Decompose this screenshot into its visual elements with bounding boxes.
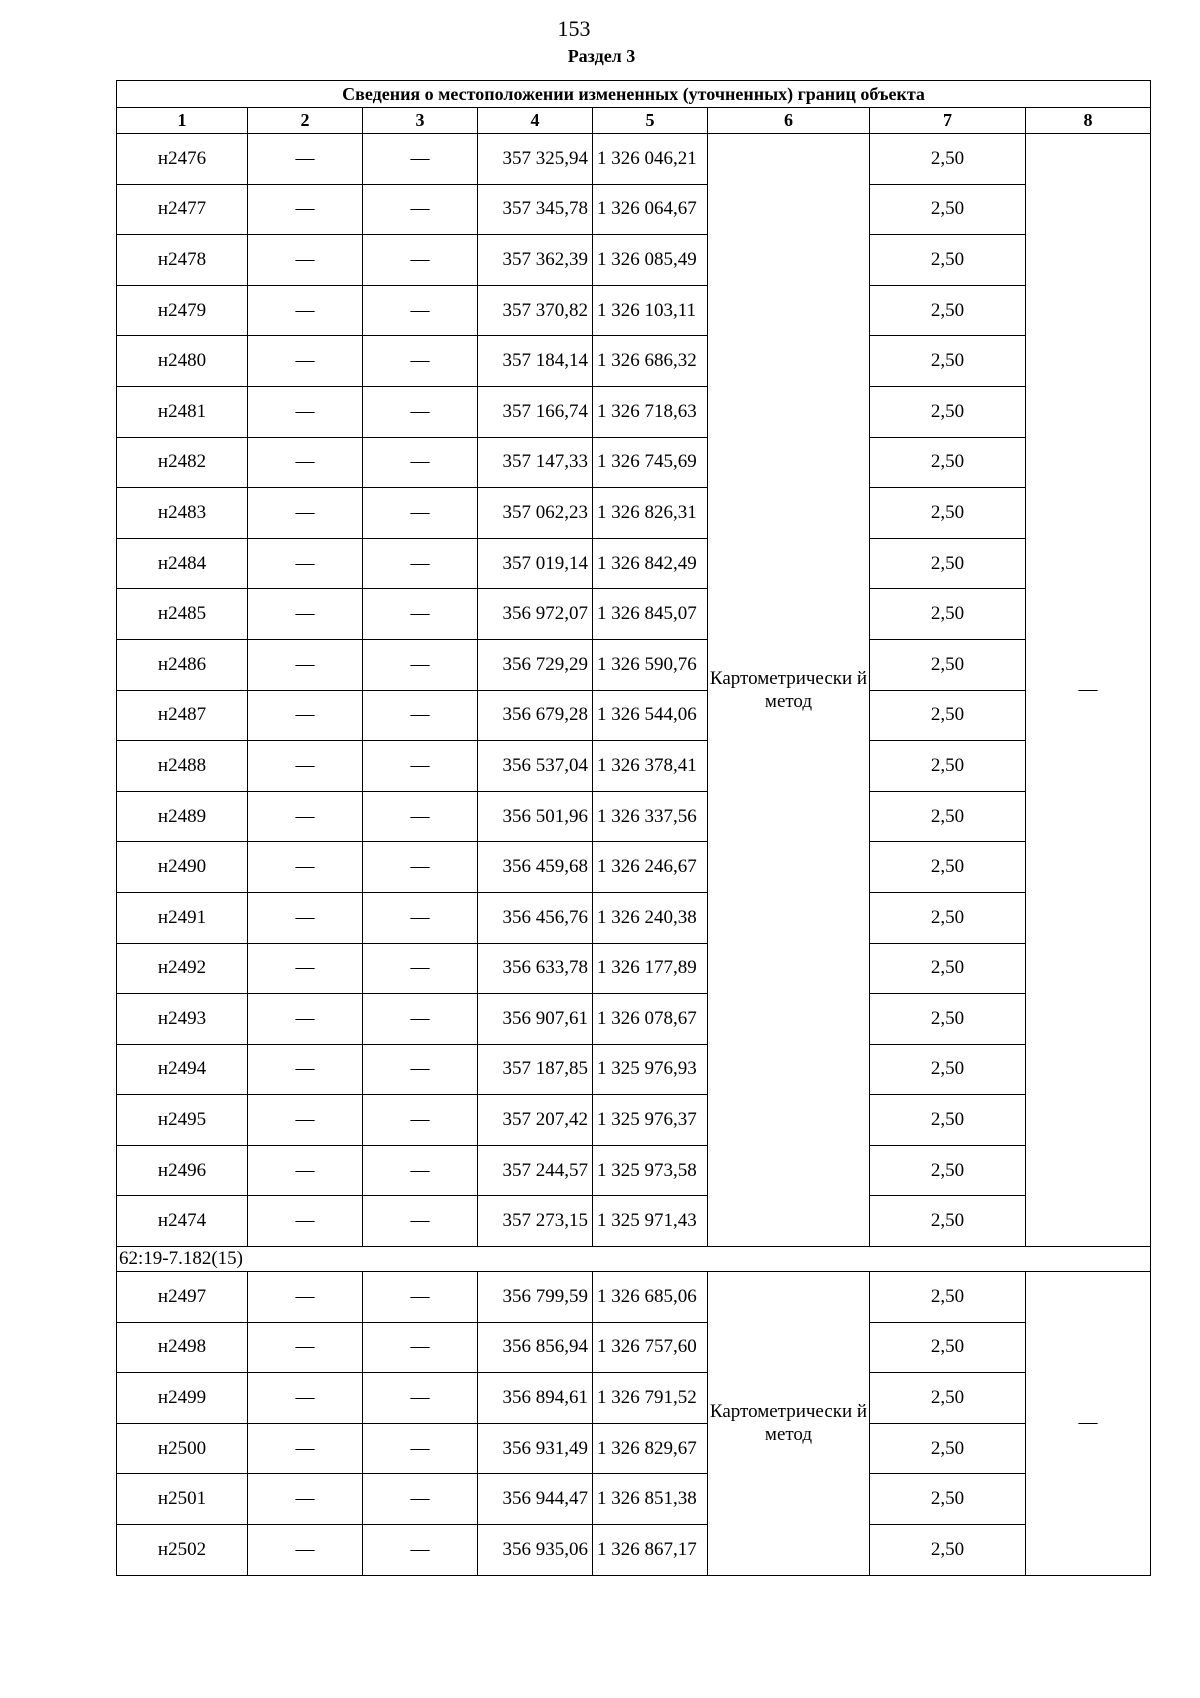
table-row	[117, 589, 1151, 640]
column-number: 4	[478, 108, 593, 134]
column-3-cell: —	[363, 386, 478, 437]
column-3-cell: —	[363, 1525, 478, 1576]
y-coordinate-cell: 1 326 103,11	[593, 285, 708, 336]
column-2-cell: —	[248, 1272, 363, 1323]
column-3-cell: —	[363, 842, 478, 893]
point-name-cell: н2492	[117, 943, 248, 994]
page-number: 153	[557, 16, 591, 41]
table-row	[117, 690, 1151, 741]
accuracy-cell: 2,50	[870, 994, 1026, 1045]
table-row	[117, 791, 1151, 842]
column-2-cell: —	[248, 892, 363, 943]
y-coordinate-cell: 1 326 240,38	[593, 892, 708, 943]
column-2-cell: —	[248, 1196, 363, 1247]
column-2-cell: —	[248, 690, 363, 741]
column-3-cell: —	[363, 285, 478, 336]
point-name-cell: н2483	[117, 488, 248, 539]
accuracy-cell: 2,50	[870, 1145, 1026, 1196]
y-coordinate-cell: 1 326 686,32	[593, 336, 708, 387]
accuracy-cell: 2,50	[870, 1525, 1026, 1576]
y-coordinate-cell: 1 326 757,60	[593, 1322, 708, 1373]
column-3-cell: —	[363, 1272, 478, 1323]
column-3-cell: —	[363, 235, 478, 286]
column-3-cell: —	[363, 1095, 478, 1146]
column-2-cell: —	[248, 1474, 363, 1525]
column-number: 8	[1026, 108, 1151, 134]
column-2-cell: —	[248, 1095, 363, 1146]
y-coordinate-cell: 1 325 973,58	[593, 1145, 708, 1196]
y-coordinate-cell: 1 326 544,06	[593, 690, 708, 741]
table-row	[117, 1044, 1151, 1095]
y-coordinate-cell: 1 326 078,67	[593, 994, 708, 1045]
point-name-cell: н2501	[117, 1474, 248, 1525]
column-2-cell: —	[248, 842, 363, 893]
column-2-cell: —	[248, 386, 363, 437]
point-name-cell: н2498	[117, 1322, 248, 1373]
table-row	[117, 1525, 1151, 1576]
column-3-cell: —	[363, 437, 478, 488]
x-coordinate-cell: 356 633,78	[478, 943, 593, 994]
accuracy-cell: 2,50	[870, 1474, 1026, 1525]
x-coordinate-cell: 357 244,57	[478, 1145, 593, 1196]
accuracy-cell: 2,50	[870, 1196, 1026, 1247]
point-name-cell: н2479	[117, 285, 248, 336]
table-row	[117, 1373, 1151, 1424]
y-coordinate-cell: 1 326 685,06	[593, 1272, 708, 1323]
y-coordinate-cell: 1 325 971,43	[593, 1196, 708, 1247]
accuracy-cell: 2,50	[870, 892, 1026, 943]
section-title: Раздел 3	[567, 46, 636, 66]
accuracy-cell: 2,50	[870, 690, 1026, 741]
column-2-cell: —	[248, 1373, 363, 1424]
column-number: 2	[248, 108, 363, 134]
column-numbers-row	[117, 108, 1151, 134]
table-row	[117, 1145, 1151, 1196]
column-2-cell: —	[248, 1423, 363, 1474]
x-coordinate-cell: 356 907,61	[478, 994, 593, 1045]
column-3-cell: —	[363, 1145, 478, 1196]
point-name-cell: н2487	[117, 690, 248, 741]
method-cell: Картометрически й метод	[708, 134, 870, 1247]
column-3-cell: —	[363, 589, 478, 640]
y-coordinate-cell: 1 326 177,89	[593, 943, 708, 994]
table-row	[117, 538, 1151, 589]
column-2-cell: —	[248, 1525, 363, 1576]
column-3-cell: —	[363, 184, 478, 235]
x-coordinate-cell: 356 856,94	[478, 1322, 593, 1373]
column-2-cell: —	[248, 589, 363, 640]
accuracy-cell: 2,50	[870, 791, 1026, 842]
y-coordinate-cell: 1 325 976,37	[593, 1095, 708, 1146]
column-number: 6	[708, 108, 870, 134]
y-coordinate-cell: 1 326 718,63	[593, 386, 708, 437]
y-coordinate-cell: 1 326 085,49	[593, 235, 708, 286]
column-3-cell: —	[363, 336, 478, 387]
x-coordinate-cell: 357 187,85	[478, 1044, 593, 1095]
accuracy-cell: 2,50	[870, 639, 1026, 690]
column-3-cell: —	[363, 690, 478, 741]
column-number: 3	[363, 108, 478, 134]
y-coordinate-cell: 1 326 246,67	[593, 842, 708, 893]
accuracy-cell: 2,50	[870, 437, 1026, 488]
column-2-cell: —	[248, 943, 363, 994]
x-coordinate-cell: 357 184,14	[478, 336, 593, 387]
table-caption: Сведения о местоположении измененных (уточненных) границ объекта	[117, 81, 1151, 108]
y-coordinate-cell: 1 326 791,52	[593, 1373, 708, 1424]
table-row	[117, 488, 1151, 539]
y-coordinate-cell: 1 326 851,38	[593, 1474, 708, 1525]
accuracy-cell: 2,50	[870, 589, 1026, 640]
accuracy-cell: 2,50	[870, 943, 1026, 994]
point-name-cell: н2495	[117, 1095, 248, 1146]
column-2-cell: —	[248, 994, 363, 1045]
table-row	[117, 1322, 1151, 1373]
point-name-cell: н2493	[117, 994, 248, 1045]
x-coordinate-cell: 357 370,82	[478, 285, 593, 336]
table-row	[117, 134, 1151, 185]
point-name-cell: н2499	[117, 1373, 248, 1424]
table-row	[117, 943, 1151, 994]
y-coordinate-cell: 1 326 867,17	[593, 1525, 708, 1576]
x-coordinate-cell: 356 944,47	[478, 1474, 593, 1525]
point-name-cell: н2484	[117, 538, 248, 589]
x-coordinate-cell: 356 679,28	[478, 690, 593, 741]
x-coordinate-cell: 357 147,33	[478, 437, 593, 488]
accuracy-cell: 2,50	[870, 1322, 1026, 1373]
parcel-label: 62:19-7.182(15)	[117, 1247, 1151, 1272]
table-row	[117, 336, 1151, 387]
table-caption-row	[117, 81, 1151, 108]
table-row	[117, 1272, 1151, 1323]
accuracy-cell: 2,50	[870, 336, 1026, 387]
table-row	[117, 1474, 1151, 1525]
column-2-cell: —	[248, 791, 363, 842]
column-2-cell: —	[248, 1044, 363, 1095]
column-2-cell: —	[248, 336, 363, 387]
column-3-cell: —	[363, 892, 478, 943]
accuracy-cell: 2,50	[870, 1044, 1026, 1095]
point-name-cell: н2500	[117, 1423, 248, 1474]
x-coordinate-cell: 357 345,78	[478, 184, 593, 235]
column-8-cell: —	[1026, 1272, 1151, 1576]
x-coordinate-cell: 356 894,61	[478, 1373, 593, 1424]
point-name-cell: н2474	[117, 1196, 248, 1247]
column-2-cell: —	[248, 538, 363, 589]
column-3-cell: —	[363, 1322, 478, 1373]
table-row	[117, 1196, 1151, 1247]
x-coordinate-cell: 356 729,29	[478, 639, 593, 690]
x-coordinate-cell: 357 166,74	[478, 386, 593, 437]
point-name-cell: н2486	[117, 639, 248, 690]
x-coordinate-cell: 357 207,42	[478, 1095, 593, 1146]
y-coordinate-cell: 1 326 046,21	[593, 134, 708, 185]
table-row	[117, 994, 1151, 1045]
table-row	[117, 437, 1151, 488]
point-name-cell: н2497	[117, 1272, 248, 1323]
point-name-cell: н2489	[117, 791, 248, 842]
column-2-cell: —	[248, 235, 363, 286]
accuracy-cell: 2,50	[870, 538, 1026, 589]
x-coordinate-cell: 357 062,23	[478, 488, 593, 539]
column-2-cell: —	[248, 488, 363, 539]
y-coordinate-cell: 1 326 590,76	[593, 639, 708, 690]
x-coordinate-cell: 356 501,96	[478, 791, 593, 842]
accuracy-cell: 2,50	[870, 235, 1026, 286]
x-coordinate-cell: 356 799,59	[478, 1272, 593, 1323]
column-3-cell: —	[363, 538, 478, 589]
accuracy-cell: 2,50	[870, 285, 1026, 336]
point-name-cell: н2478	[117, 235, 248, 286]
point-name-cell: н2490	[117, 842, 248, 893]
point-name-cell: н2477	[117, 184, 248, 235]
y-coordinate-cell: 1 326 842,49	[593, 538, 708, 589]
column-3-cell: —	[363, 943, 478, 994]
column-3-cell: —	[363, 488, 478, 539]
point-name-cell: н2476	[117, 134, 248, 185]
accuracy-cell: 2,50	[870, 741, 1026, 792]
column-3-cell: —	[363, 639, 478, 690]
x-coordinate-cell: 356 537,04	[478, 741, 593, 792]
column-3-cell: —	[363, 1423, 478, 1474]
point-name-cell: н2482	[117, 437, 248, 488]
table-body	[117, 81, 1151, 1576]
method-cell: Картометрически й метод	[708, 1272, 870, 1576]
table-row	[117, 892, 1151, 943]
column-number: 7	[870, 108, 1026, 134]
table-row	[117, 285, 1151, 336]
column-2-cell: —	[248, 1322, 363, 1373]
accuracy-cell: 2,50	[870, 134, 1026, 185]
y-coordinate-cell: 1 326 826,31	[593, 488, 708, 539]
y-coordinate-cell: 1 326 745,69	[593, 437, 708, 488]
column-3-cell: —	[363, 1196, 478, 1247]
column-2-cell: —	[248, 184, 363, 235]
point-name-cell: н2494	[117, 1044, 248, 1095]
accuracy-cell: 2,50	[870, 1095, 1026, 1146]
column-2-cell: —	[248, 639, 363, 690]
column-2-cell: —	[248, 741, 363, 792]
accuracy-cell: 2,50	[870, 1272, 1026, 1323]
column-3-cell: —	[363, 1044, 478, 1095]
x-coordinate-cell: 357 019,14	[478, 538, 593, 589]
x-coordinate-cell: 356 459,68	[478, 842, 593, 893]
column-2-cell: —	[248, 1145, 363, 1196]
accuracy-cell: 2,50	[870, 1373, 1026, 1424]
y-coordinate-cell: 1 326 337,56	[593, 791, 708, 842]
table-row	[117, 184, 1151, 235]
boundary-coordinates-table	[116, 80, 1151, 1576]
accuracy-cell: 2,50	[870, 1423, 1026, 1474]
column-2-cell: —	[248, 134, 363, 185]
x-coordinate-cell: 356 972,07	[478, 589, 593, 640]
y-coordinate-cell: 1 326 378,41	[593, 741, 708, 792]
accuracy-cell: 2,50	[870, 842, 1026, 893]
accuracy-cell: 2,50	[870, 184, 1026, 235]
table-row	[117, 235, 1151, 286]
table-row	[117, 639, 1151, 690]
x-coordinate-cell: 357 362,39	[478, 235, 593, 286]
table-row	[117, 741, 1151, 792]
column-3-cell: —	[363, 741, 478, 792]
y-coordinate-cell: 1 325 976,93	[593, 1044, 708, 1095]
x-coordinate-cell: 357 325,94	[478, 134, 593, 185]
point-name-cell: н2480	[117, 336, 248, 387]
accuracy-cell: 2,50	[870, 488, 1026, 539]
table-row	[117, 842, 1151, 893]
point-name-cell: н2502	[117, 1525, 248, 1576]
point-name-cell: н2481	[117, 386, 248, 437]
y-coordinate-cell: 1 326 829,67	[593, 1423, 708, 1474]
column-number: 5	[593, 108, 708, 134]
y-coordinate-cell: 1 326 064,67	[593, 184, 708, 235]
y-coordinate-cell: 1 326 845,07	[593, 589, 708, 640]
x-coordinate-cell: 356 931,49	[478, 1423, 593, 1474]
accuracy-cell: 2,50	[870, 386, 1026, 437]
column-number: 1	[117, 108, 248, 134]
column-3-cell: —	[363, 1373, 478, 1424]
x-coordinate-cell: 357 273,15	[478, 1196, 593, 1247]
point-name-cell: н2491	[117, 892, 248, 943]
column-8-cell: —	[1026, 134, 1151, 1247]
column-3-cell: —	[363, 134, 478, 185]
parcel-group-row	[117, 1247, 1151, 1272]
x-coordinate-cell: 356 935,06	[478, 1525, 593, 1576]
point-name-cell: н2496	[117, 1145, 248, 1196]
x-coordinate-cell: 356 456,76	[478, 892, 593, 943]
column-3-cell: —	[363, 791, 478, 842]
table-row	[117, 386, 1151, 437]
column-3-cell: —	[363, 1474, 478, 1525]
point-name-cell: н2488	[117, 741, 248, 792]
table-row	[117, 1423, 1151, 1474]
column-2-cell: —	[248, 437, 363, 488]
column-3-cell: —	[363, 994, 478, 1045]
table-row	[117, 1095, 1151, 1146]
column-2-cell: —	[248, 285, 363, 336]
point-name-cell: н2485	[117, 589, 248, 640]
